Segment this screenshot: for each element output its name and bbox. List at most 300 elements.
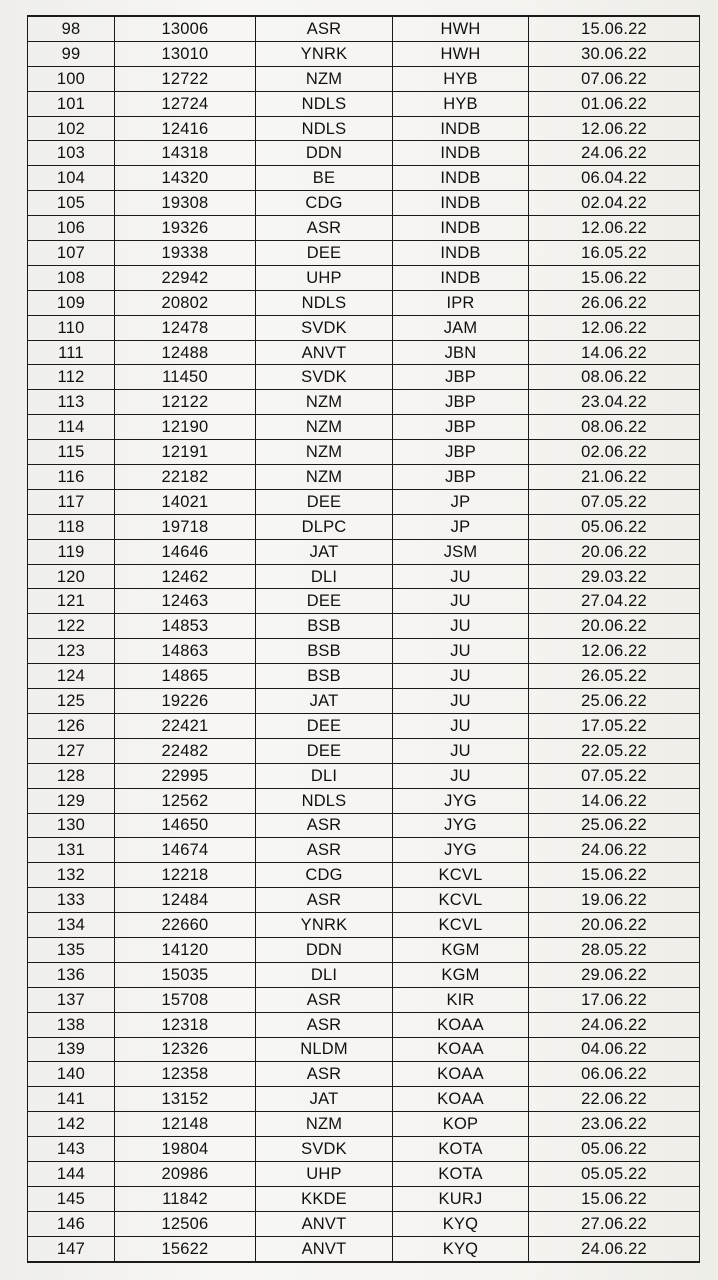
serial-number-cell: 108 [28,265,115,290]
origin-station-cell: NZM [256,440,393,465]
date-cell: 14.06.22 [529,340,700,365]
train-number-cell: 15708 [115,987,256,1012]
date-cell: 15.06.22 [529,863,700,888]
train-number-cell: 12478 [115,315,256,340]
table-row [28,913,700,938]
origin-station-cell: DEE [256,713,393,738]
origin-station-cell: NDLS [256,116,393,141]
train-number-cell: 13152 [115,1087,256,1112]
table-row [28,141,700,166]
origin-station-cell: DDN [256,141,393,166]
origin-station-cell: BSB [256,639,393,664]
train-number-cell: 14318 [115,141,256,166]
train-number-cell: 12358 [115,1062,256,1087]
train-number-cell: 22942 [115,265,256,290]
date-cell: 22.06.22 [529,1087,700,1112]
destination-station-cell: JBP [393,365,529,390]
destination-station-cell: INDB [393,191,529,216]
serial-number-cell: 102 [28,116,115,141]
table-row [28,664,700,689]
destination-station-cell: JU [393,614,529,639]
serial-number-cell: 146 [28,1211,115,1236]
date-cell: 24.06.22 [529,1012,700,1037]
table-row [28,91,700,116]
origin-station-cell: BE [256,166,393,191]
origin-station-cell: ASR [256,1012,393,1037]
date-cell: 12.06.22 [529,639,700,664]
table-row [28,1211,700,1236]
train-number-cell: 14646 [115,539,256,564]
table-row [28,415,700,440]
table-row [28,216,700,241]
table-row [28,1062,700,1087]
table-row [28,962,700,987]
destination-station-cell: HWH [393,41,529,66]
destination-station-cell: KYQ [393,1211,529,1236]
origin-station-cell: DDN [256,937,393,962]
origin-station-cell: DEE [256,489,393,514]
table-row [28,1236,700,1261]
train-number-cell: 19326 [115,216,256,241]
origin-station-cell: UHP [256,1161,393,1186]
destination-station-cell: HYB [393,66,529,91]
table-row [28,489,700,514]
serial-number-cell: 106 [28,216,115,241]
origin-station-cell: BSB [256,664,393,689]
table-row [28,191,700,216]
train-number-cell: 12722 [115,66,256,91]
serial-number-cell: 119 [28,539,115,564]
train-number-cell: 14853 [115,614,256,639]
date-cell: 06.04.22 [529,166,700,191]
table-row [28,241,700,266]
table-row [28,738,700,763]
origin-station-cell: SVDK [256,1137,393,1162]
serial-number-cell: 137 [28,987,115,1012]
date-cell: 04.06.22 [529,1037,700,1062]
serial-number-cell: 145 [28,1186,115,1211]
origin-station-cell: ASR [256,1062,393,1087]
train-number-cell: 12122 [115,390,256,415]
date-cell: 02.06.22 [529,440,700,465]
date-cell: 15.06.22 [529,1186,700,1211]
destination-station-cell: INDB [393,265,529,290]
destination-station-cell: JU [393,664,529,689]
serial-number-cell: 109 [28,290,115,315]
origin-station-cell: JAT [256,1087,393,1112]
table-row [28,1012,700,1037]
destination-station-cell: KIR [393,987,529,1012]
origin-station-cell: JAT [256,539,393,564]
date-cell: 05.05.22 [529,1161,700,1186]
date-cell: 08.06.22 [529,365,700,390]
origin-station-cell: DLI [256,763,393,788]
serial-number-cell: 130 [28,813,115,838]
train-number-cell: 13010 [115,41,256,66]
serial-number-cell: 126 [28,713,115,738]
serial-number-cell: 129 [28,788,115,813]
destination-station-cell: HWH [393,16,529,41]
table-row [28,465,700,490]
train-number-cell: 14674 [115,838,256,863]
origin-station-cell: SVDK [256,315,393,340]
table-row [28,863,700,888]
origin-station-cell: UHP [256,265,393,290]
serial-number-cell: 143 [28,1137,115,1162]
origin-station-cell: NZM [256,390,393,415]
serial-number-cell: 104 [28,166,115,191]
train-number-cell: 14120 [115,937,256,962]
train-number-cell: 19804 [115,1137,256,1162]
train-number-cell: 12562 [115,788,256,813]
destination-station-cell: HYB [393,91,529,116]
serial-number-cell: 110 [28,315,115,340]
train-number-cell: 12488 [115,340,256,365]
table-row [28,689,700,714]
serial-number-cell: 136 [28,962,115,987]
train-number-cell: 22182 [115,465,256,490]
table-row [28,639,700,664]
origin-station-cell: ANVT [256,1211,393,1236]
serial-number-cell: 135 [28,937,115,962]
train-number-cell: 11842 [115,1186,256,1211]
table-row [28,16,700,41]
train-number-cell: 19308 [115,191,256,216]
table-row [28,763,700,788]
serial-number-cell: 120 [28,564,115,589]
date-cell: 30.06.22 [529,41,700,66]
table-row [28,390,700,415]
date-cell: 22.05.22 [529,738,700,763]
destination-station-cell: JU [393,589,529,614]
date-cell: 27.06.22 [529,1211,700,1236]
train-number-cell: 13006 [115,16,256,41]
destination-station-cell: INDB [393,216,529,241]
table-row [28,987,700,1012]
destination-station-cell: JU [393,738,529,763]
serial-number-cell: 139 [28,1037,115,1062]
train-number-cell: 15622 [115,1236,256,1261]
origin-station-cell: ANVT [256,340,393,365]
table-row [28,265,700,290]
train-number-cell: 22421 [115,713,256,738]
train-number-cell: 14320 [115,166,256,191]
origin-station-cell: ASR [256,216,393,241]
train-number-cell: 14865 [115,664,256,689]
train-number-cell: 19338 [115,241,256,266]
date-cell: 12.06.22 [529,315,700,340]
destination-station-cell: KOAA [393,1012,529,1037]
train-number-cell: 12506 [115,1211,256,1236]
date-cell: 07.05.22 [529,763,700,788]
serial-number-cell: 138 [28,1012,115,1037]
date-cell: 15.06.22 [529,265,700,290]
train-number-cell: 12462 [115,564,256,589]
train-number-cell: 12416 [115,116,256,141]
date-cell: 05.06.22 [529,1137,700,1162]
origin-station-cell: ASR [256,987,393,1012]
date-cell: 24.06.22 [529,838,700,863]
date-cell: 21.06.22 [529,465,700,490]
table-row [28,116,700,141]
table-row [28,564,700,589]
destination-station-cell: KURJ [393,1186,529,1211]
date-cell: 29.06.22 [529,962,700,987]
date-cell: 07.05.22 [529,489,700,514]
date-cell: 29.03.22 [529,564,700,589]
origin-station-cell: ASR [256,813,393,838]
date-cell: 25.06.22 [529,689,700,714]
serial-number-cell: 99 [28,41,115,66]
origin-station-cell: BSB [256,614,393,639]
train-number-cell: 12218 [115,863,256,888]
serial-number-cell: 101 [28,91,115,116]
serial-number-cell: 115 [28,440,115,465]
table-row [28,440,700,465]
date-cell: 25.06.22 [529,813,700,838]
serial-number-cell: 121 [28,589,115,614]
serial-number-cell: 113 [28,390,115,415]
train-number-cell: 19718 [115,514,256,539]
date-cell: 17.06.22 [529,987,700,1012]
destination-station-cell: KOP [393,1112,529,1137]
destination-station-cell: INDB [393,241,529,266]
serial-number-cell: 140 [28,1062,115,1087]
destination-station-cell: KOTA [393,1161,529,1186]
train-number-cell: 22482 [115,738,256,763]
serial-number-cell: 132 [28,863,115,888]
destination-station-cell: KGM [393,962,529,987]
train-number-cell: 20986 [115,1161,256,1186]
origin-station-cell: NDLS [256,91,393,116]
date-cell: 12.06.22 [529,116,700,141]
serial-number-cell: 117 [28,489,115,514]
origin-station-cell: DEE [256,241,393,266]
destination-station-cell: KOAA [393,1062,529,1087]
origin-station-cell: DLPC [256,514,393,539]
train-number-cell: 11450 [115,365,256,390]
train-number-cell: 12463 [115,589,256,614]
date-cell: 01.06.22 [529,91,700,116]
serial-number-cell: 98 [28,16,115,41]
destination-station-cell: JU [393,689,529,714]
table-row [28,589,700,614]
table-row [28,1186,700,1211]
train-number-cell: 12191 [115,440,256,465]
train-number-cell: 14863 [115,639,256,664]
train-schedule-table [27,15,700,1263]
table-row [28,290,700,315]
date-cell: 27.04.22 [529,589,700,614]
train-number-cell: 19226 [115,689,256,714]
date-cell: 28.05.22 [529,937,700,962]
train-number-cell: 12326 [115,1037,256,1062]
table-row [28,888,700,913]
serial-number-cell: 128 [28,763,115,788]
date-cell: 20.06.22 [529,539,700,564]
train-number-cell: 12724 [115,91,256,116]
date-cell: 19.06.22 [529,888,700,913]
serial-number-cell: 141 [28,1087,115,1112]
train-number-cell: 12148 [115,1112,256,1137]
serial-number-cell: 124 [28,664,115,689]
origin-station-cell: ASR [256,838,393,863]
origin-station-cell: NDLS [256,290,393,315]
destination-station-cell: JBN [393,340,529,365]
table-row [28,166,700,191]
destination-station-cell: IPR [393,290,529,315]
destination-station-cell: KCVL [393,888,529,913]
origin-station-cell: NZM [256,415,393,440]
train-number-cell: 22660 [115,913,256,938]
serial-number-cell: 131 [28,838,115,863]
origin-station-cell: NDLS [256,788,393,813]
serial-number-cell: 134 [28,913,115,938]
train-number-cell: 12190 [115,415,256,440]
destination-station-cell: JU [393,564,529,589]
serial-number-cell: 127 [28,738,115,763]
serial-number-cell: 144 [28,1161,115,1186]
serial-number-cell: 103 [28,141,115,166]
origin-station-cell: NLDM [256,1037,393,1062]
origin-station-cell: YNRK [256,41,393,66]
table-row [28,514,700,539]
serial-number-cell: 105 [28,191,115,216]
destination-station-cell: JU [393,763,529,788]
origin-station-cell: NZM [256,465,393,490]
destination-station-cell: KCVL [393,863,529,888]
serial-number-cell: 116 [28,465,115,490]
date-cell: 17.05.22 [529,713,700,738]
table-row [28,614,700,639]
destination-station-cell: JBP [393,390,529,415]
date-cell: 08.06.22 [529,415,700,440]
origin-station-cell: KKDE [256,1186,393,1211]
train-number-cell: 15035 [115,962,256,987]
destination-station-cell: JYG [393,788,529,813]
serial-number-cell: 111 [28,340,115,365]
date-cell: 26.05.22 [529,664,700,689]
date-cell: 06.06.22 [529,1062,700,1087]
destination-station-cell: JBP [393,440,529,465]
origin-station-cell: ANVT [256,1236,393,1261]
train-number-cell: 12318 [115,1012,256,1037]
serial-number-cell: 125 [28,689,115,714]
serial-number-cell: 118 [28,514,115,539]
table-row [28,1137,700,1162]
destination-station-cell: INDB [393,116,529,141]
table-row [28,340,700,365]
serial-number-cell: 122 [28,614,115,639]
train-number-cell: 20802 [115,290,256,315]
table-row [28,1037,700,1062]
table-row [28,315,700,340]
destination-station-cell: JU [393,713,529,738]
table-row [28,937,700,962]
table-row [28,1161,700,1186]
date-cell: 23.06.22 [529,1112,700,1137]
destination-station-cell: KYQ [393,1236,529,1261]
table-body [28,16,700,1262]
serial-number-cell: 142 [28,1112,115,1137]
origin-station-cell: DEE [256,738,393,763]
origin-station-cell: NZM [256,66,393,91]
date-cell: 05.06.22 [529,514,700,539]
date-cell: 02.04.22 [529,191,700,216]
destination-station-cell: JP [393,514,529,539]
table-row [28,539,700,564]
destination-station-cell: JAM [393,315,529,340]
date-cell: 24.06.22 [529,141,700,166]
date-cell: 23.04.22 [529,390,700,415]
destination-station-cell: KOAA [393,1037,529,1062]
date-cell: 14.06.22 [529,788,700,813]
table-row [28,838,700,863]
train-number-cell: 12484 [115,888,256,913]
date-cell: 26.06.22 [529,290,700,315]
origin-station-cell: YNRK [256,913,393,938]
origin-station-cell: SVDK [256,365,393,390]
origin-station-cell: ASR [256,16,393,41]
origin-station-cell: DLI [256,564,393,589]
destination-station-cell: KOAA [393,1087,529,1112]
table-row [28,788,700,813]
destination-station-cell: JP [393,489,529,514]
origin-station-cell: CDG [256,191,393,216]
table-row [28,1087,700,1112]
table-row [28,66,700,91]
serial-number-cell: 112 [28,365,115,390]
origin-station-cell: CDG [256,863,393,888]
date-cell: 20.06.22 [529,913,700,938]
destination-station-cell: JSM [393,539,529,564]
destination-station-cell: JBP [393,465,529,490]
destination-station-cell: KGM [393,937,529,962]
table-row [28,41,700,66]
origin-station-cell: DEE [256,589,393,614]
origin-station-cell: DLI [256,962,393,987]
origin-station-cell: ASR [256,888,393,913]
serial-number-cell: 114 [28,415,115,440]
destination-station-cell: JYG [393,813,529,838]
serial-number-cell: 123 [28,639,115,664]
serial-number-cell: 133 [28,888,115,913]
date-cell: 12.06.22 [529,216,700,241]
train-number-cell: 14650 [115,813,256,838]
destination-station-cell: JYG [393,838,529,863]
origin-station-cell: NZM [256,1112,393,1137]
destination-station-cell: KCVL [393,913,529,938]
table-row [28,713,700,738]
table-row [28,813,700,838]
date-cell: 15.06.22 [529,16,700,41]
serial-number-cell: 100 [28,66,115,91]
destination-station-cell: INDB [393,141,529,166]
train-number-cell: 14021 [115,489,256,514]
date-cell: 20.06.22 [529,614,700,639]
destination-station-cell: JU [393,639,529,664]
train-number-cell: 22995 [115,763,256,788]
destination-station-cell: INDB [393,166,529,191]
date-cell: 24.06.22 [529,1236,700,1261]
date-cell: 16.05.22 [529,241,700,266]
destination-station-cell: KOTA [393,1137,529,1162]
serial-number-cell: 147 [28,1236,115,1261]
date-cell: 07.06.22 [529,66,700,91]
table-row [28,1112,700,1137]
table-row [28,365,700,390]
origin-station-cell: JAT [256,689,393,714]
